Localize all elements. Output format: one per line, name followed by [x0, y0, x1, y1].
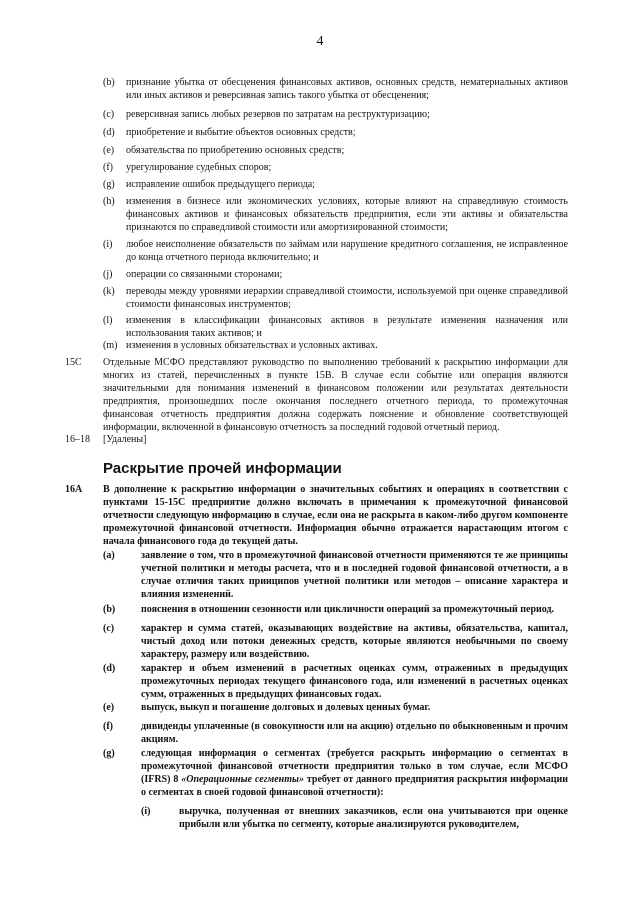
list-item-label: (k)	[103, 286, 115, 297]
section-heading: Раскрытие прочей информации	[103, 460, 342, 477]
list-item-text: операции со связанными сторонами;	[126, 269, 283, 280]
list-item-text: реверсивная запись любых резервов по затратам на реструктуризацию;	[126, 109, 430, 120]
paragraph-text: [Удалены]	[103, 434, 147, 445]
standard-title: «Операционные сегменты»	[181, 774, 304, 785]
sub-list-item-label: (i)	[141, 806, 151, 817]
list-item-label: (d)	[103, 127, 115, 138]
list-item-text: изменения в бизнесе или экономических условиях, которые влияют на справедливую стоимость финансовых активов и финансовых обязательств предприятия, если эти активы и обязательства признаются по справедливой стоимости или амортизированной стоимости;	[126, 196, 568, 233]
list-item-label: (b)	[103, 77, 115, 88]
list-item-text: выпуск, выкуп и погашение долговых и долевых ценных бумаг.	[141, 702, 431, 713]
list-item-text-part: следующая информация о сегментах (требуется раскрыть информацию о сегментах в промежуточной финансовой отчетности предприятия только в том случае, если МСФО (IFRS) 8	[141, 748, 568, 785]
list-item-text: урегулирование судебных споров;	[126, 162, 272, 173]
list-item-text: исправление ошибок предыдущего периода;	[126, 179, 315, 190]
list-item-label: (m)	[103, 340, 118, 351]
paragraph-label: 16–18	[65, 434, 90, 445]
list-item-text: признание убытка от обесценения финансовых активов, основных средств, нематериальных активов или иных активов и реверсивная запись такого убытка от обесценения;	[126, 77, 568, 101]
list-item-label: (h)	[103, 196, 115, 207]
list-item-text: переводы между уровнями иерархии справедливой стоимости, используемой при оценке справедливой стоимости финансовых инструментов;	[126, 286, 568, 310]
list-item-text: изменения в условных обязательствах и условных активах.	[126, 340, 378, 351]
list-item-label: (d)	[103, 663, 116, 674]
list-item-label: (f)	[103, 162, 113, 173]
list-item-label: (e)	[103, 702, 115, 713]
paragraph-text: Отдельные МСФО представляют руководство по выполнению требований к раскрытию информации для многих из статей, перечисленных в пункте 15B. В случае если событие или операция являются значительными для понимания изменений в финансовом положении или результатах деятельности предприятия, произошедших после окончания последнего отчетного периода, то промежуточная финансовая отчетность предприятия должна содержать пояснение и обновление соответствующей информации, включенной в финансовую отчетность за последний годовой отчетный период.	[103, 357, 568, 433]
list-item-label: (a)	[103, 550, 115, 561]
list-item-text: любое неисполнение обязательств по займам или нарушение кредитного соглашения, не исправленное до конца отчетного периода включительно; и	[126, 239, 568, 263]
list-item-text: заявление о том, что в промежуточной финансовой отчетности применяются те же принципы учетной политики и методы расчета, что и в последней годовой финансовой отчетности, а в случае отличия таких принципов учетной политики или методов – описание характера и влияния изменений.	[141, 550, 568, 600]
page-number: 4	[316, 34, 324, 49]
list-item-label: (c)	[103, 109, 115, 120]
list-item-label: (b)	[103, 604, 116, 615]
list-item-text: изменения в классификации финансовых активов в результате изменения назначения или использования таких активов; и	[126, 315, 568, 339]
list-item-text: характер и сумма статей, оказывающих воздействие на активы, обязательства, капитал, чистый доход или потоки денежных средств, которые являются необычными по своему характеру, размеру или воздействию.	[141, 623, 568, 660]
list-item-text: дивиденды уплаченные (в совокупности или на акцию) отдельно по обыкновенным и прочим акциям.	[141, 721, 568, 745]
list-item-text: приобретение и выбытие объектов основных средств;	[126, 127, 356, 138]
list-item-label: (l)	[103, 315, 113, 326]
list-item-text-part: требует от данного предприятия раскрытия информации о сегментах в своей годовой финансовой отчетности):	[141, 774, 569, 798]
list-item-label: (f)	[103, 721, 113, 732]
list-item-text: пояснения в отношении сезонности или цикличности операций за промежуточный период.	[141, 604, 555, 615]
sub-list-item-text: выручка, полученная от внешних заказчиков, если она учитываются при оценке прибыли или убытка по сегменту, которые анализируются руководителем,	[179, 806, 568, 830]
list-item-label: (i)	[103, 239, 113, 250]
paragraph-label: 16A	[65, 484, 83, 495]
list-item-text: характер и объем изменений в расчетных оценках сумм, отраженных в предыдущих промежуточных периодах текущего финансового года, или изменений в расчетных оценках сумм, отраженных в предыдущих финансовых годах.	[141, 663, 568, 700]
paragraph-label: 15C	[65, 357, 82, 368]
list-item-label: (g)	[103, 748, 115, 759]
list-item-label: (e)	[103, 145, 115, 156]
paragraph-text: В дополнение к раскрытию информации о значительных событиях и операциях в соответствии с пунктами 15-15С предприятие должно включать в примечания к промежуточной финансовой отчетности следующую информацию в случае, если она не раскрыта в каком-либо другом компоненте промежуточной финансовой отчетности. Информация обычно отражается нарастающим итогом с начала финансового года до текущей даты.	[103, 484, 568, 547]
list-item-label: (g)	[103, 179, 115, 190]
list-item-label: (c)	[103, 623, 115, 634]
list-item-text: обязательства по приобретению основных средств;	[126, 145, 345, 156]
list-item-text	[141, 747, 568, 799]
list-item-label: (j)	[103, 269, 113, 280]
